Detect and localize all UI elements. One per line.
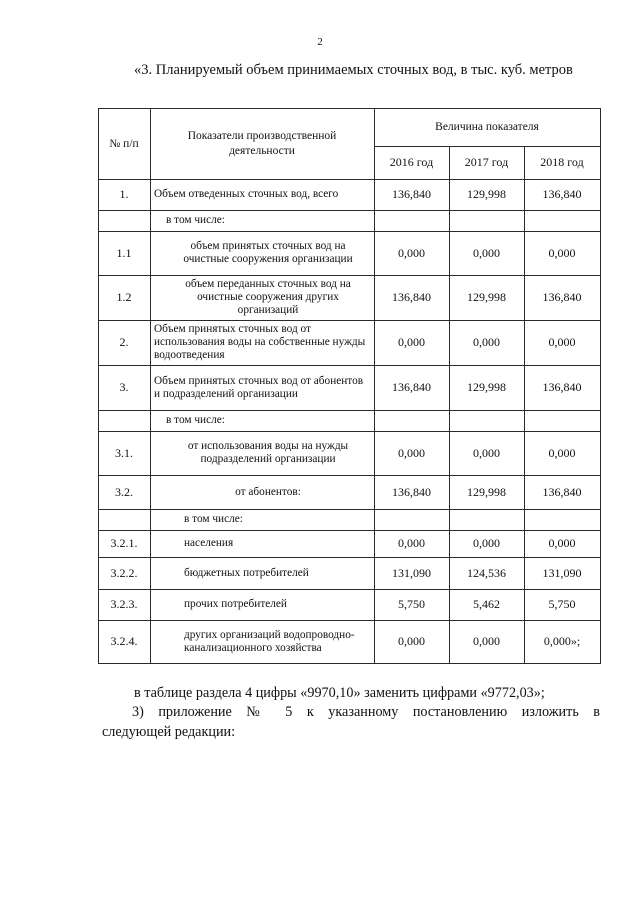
header-year-2: 2017 год [464, 155, 509, 169]
row-number [98, 410, 150, 431]
row-value-2: 5,462 [473, 597, 500, 611]
row-value-2: 0,000 [473, 445, 500, 460]
row-label: прочих потребителей [184, 598, 287, 610]
row-label: объем принятых сточных вод на очистные сооружения организации [183, 240, 353, 265]
row-label: населения [184, 537, 234, 549]
row-number: 3.2. [115, 484, 133, 499]
row-value-3: 136,840 [542, 484, 582, 499]
row-number: 3.2.1. [110, 536, 138, 550]
row-value-1: 136,840 [392, 187, 431, 201]
row-number: 1.1 [116, 245, 132, 260]
row-value-3: 0,000 [548, 445, 576, 460]
row-value-1: 136,840 [392, 290, 431, 304]
row-value-3 [524, 509, 600, 530]
row-value-3: 5,750 [548, 597, 576, 611]
row-value-2 [449, 410, 524, 431]
row-value-2: 0,000 [473, 536, 500, 550]
row-value-3: 0,000 [548, 335, 576, 349]
paragraph-table-section-4: в таблице раздела 4 цифры «9970,10» заменить цифрами «9772,03»; [134, 685, 545, 701]
header-value-group: Величина показателя [435, 121, 539, 133]
page-number: 2 [317, 36, 323, 48]
header-number: № п/п [109, 137, 139, 150]
row-number: 3. [119, 380, 129, 394]
row-number [98, 509, 150, 530]
row-value-3: 136,840 [542, 290, 582, 304]
row-value-1: 131,090 [392, 565, 431, 580]
row-value-3: 0,000 [548, 536, 576, 550]
row-value-2: 129,998 [467, 187, 506, 201]
row-value-1: 5,750 [398, 597, 425, 611]
row-value-1: 136,840 [392, 380, 431, 394]
row-label: в том числе: [166, 414, 225, 426]
row-value-2: 129,998 [467, 290, 506, 304]
row-number: 2. [119, 335, 129, 349]
row-value-3: 131,090 [542, 565, 582, 580]
row-value-1: 0,000 [398, 335, 425, 349]
row-number: 3.2.4. [110, 634, 138, 648]
row-label: объем переданных сточных вод на очистные сооружения других организаций [185, 278, 351, 316]
row-label: Объем принятых сточных вод от использования воды на собственные нужды водоотведения [154, 323, 366, 361]
row-number: 3.2.2. [110, 565, 138, 580]
row-value-1: 0,000 [398, 634, 425, 648]
paragraph-appendix-5-line-2: следующей редакции: [102, 724, 236, 740]
column-border [150, 108, 151, 664]
row-value-2: 0,000 [473, 335, 500, 349]
row-value-1 [374, 210, 449, 231]
row-number: 3.2.3. [110, 597, 138, 611]
row-value-1: 136,840 [392, 484, 431, 499]
row-value-2 [449, 509, 524, 530]
row-value-3: 136,840 [542, 187, 582, 201]
paragraph-appendix-5-line-1: 3) приложение № 5 к указанному постановлению изложить в [132, 704, 600, 720]
row-value-2: 0,000 [473, 634, 500, 648]
row-label: в том числе: [184, 513, 243, 525]
row-label: от использования воды на нужды подразделений организации [187, 440, 349, 465]
row-value-3: 136,840 [542, 380, 582, 394]
row-value-3: 0,000»; [543, 634, 581, 648]
row-value-1: 0,000 [398, 245, 425, 260]
table-caption: «3. Планируемый объем принимаемых сточных вод, в тыс. куб. метров [134, 62, 573, 78]
row-value-3: 0,000 [548, 245, 576, 260]
row-value-2 [449, 210, 524, 231]
row-value-3 [524, 410, 600, 431]
row-label: от абонентов: [235, 485, 301, 498]
row-value-2: 0,000 [473, 245, 500, 260]
header-indicators: Показатели производственной деятельности [187, 129, 337, 157]
paragraph-appendix-5 [102, 702, 600, 742]
row-label: Объем принятых сточных вод от абонентов и подразделений организации [154, 374, 364, 400]
row-number: 1.2 [116, 290, 132, 304]
row-label: в том числе: [166, 214, 225, 226]
row-value-1: 0,000 [398, 536, 425, 550]
row-value-2: 129,998 [467, 380, 506, 394]
row-value-1 [374, 509, 449, 530]
table-border-right [600, 108, 601, 664]
row-number: 3.1. [115, 445, 133, 460]
row-value-2: 129,998 [467, 484, 506, 499]
row-value-1 [374, 410, 449, 431]
row-label: других организаций водопроводно-канализационного хозяйства [184, 628, 355, 654]
row-label: бюджетных потребителей [184, 566, 309, 579]
row-number [98, 210, 150, 231]
row-value-2: 124,536 [467, 565, 506, 580]
row-value-3 [524, 210, 600, 231]
row-label: Объем отведенных сточных вод, всего [154, 188, 339, 200]
row-number: 1. [119, 187, 129, 201]
header-year-3: 2018 год [540, 155, 584, 169]
row-border [98, 663, 601, 664]
row-value-1: 0,000 [398, 445, 425, 460]
header-year-1: 2016 год [389, 155, 434, 169]
